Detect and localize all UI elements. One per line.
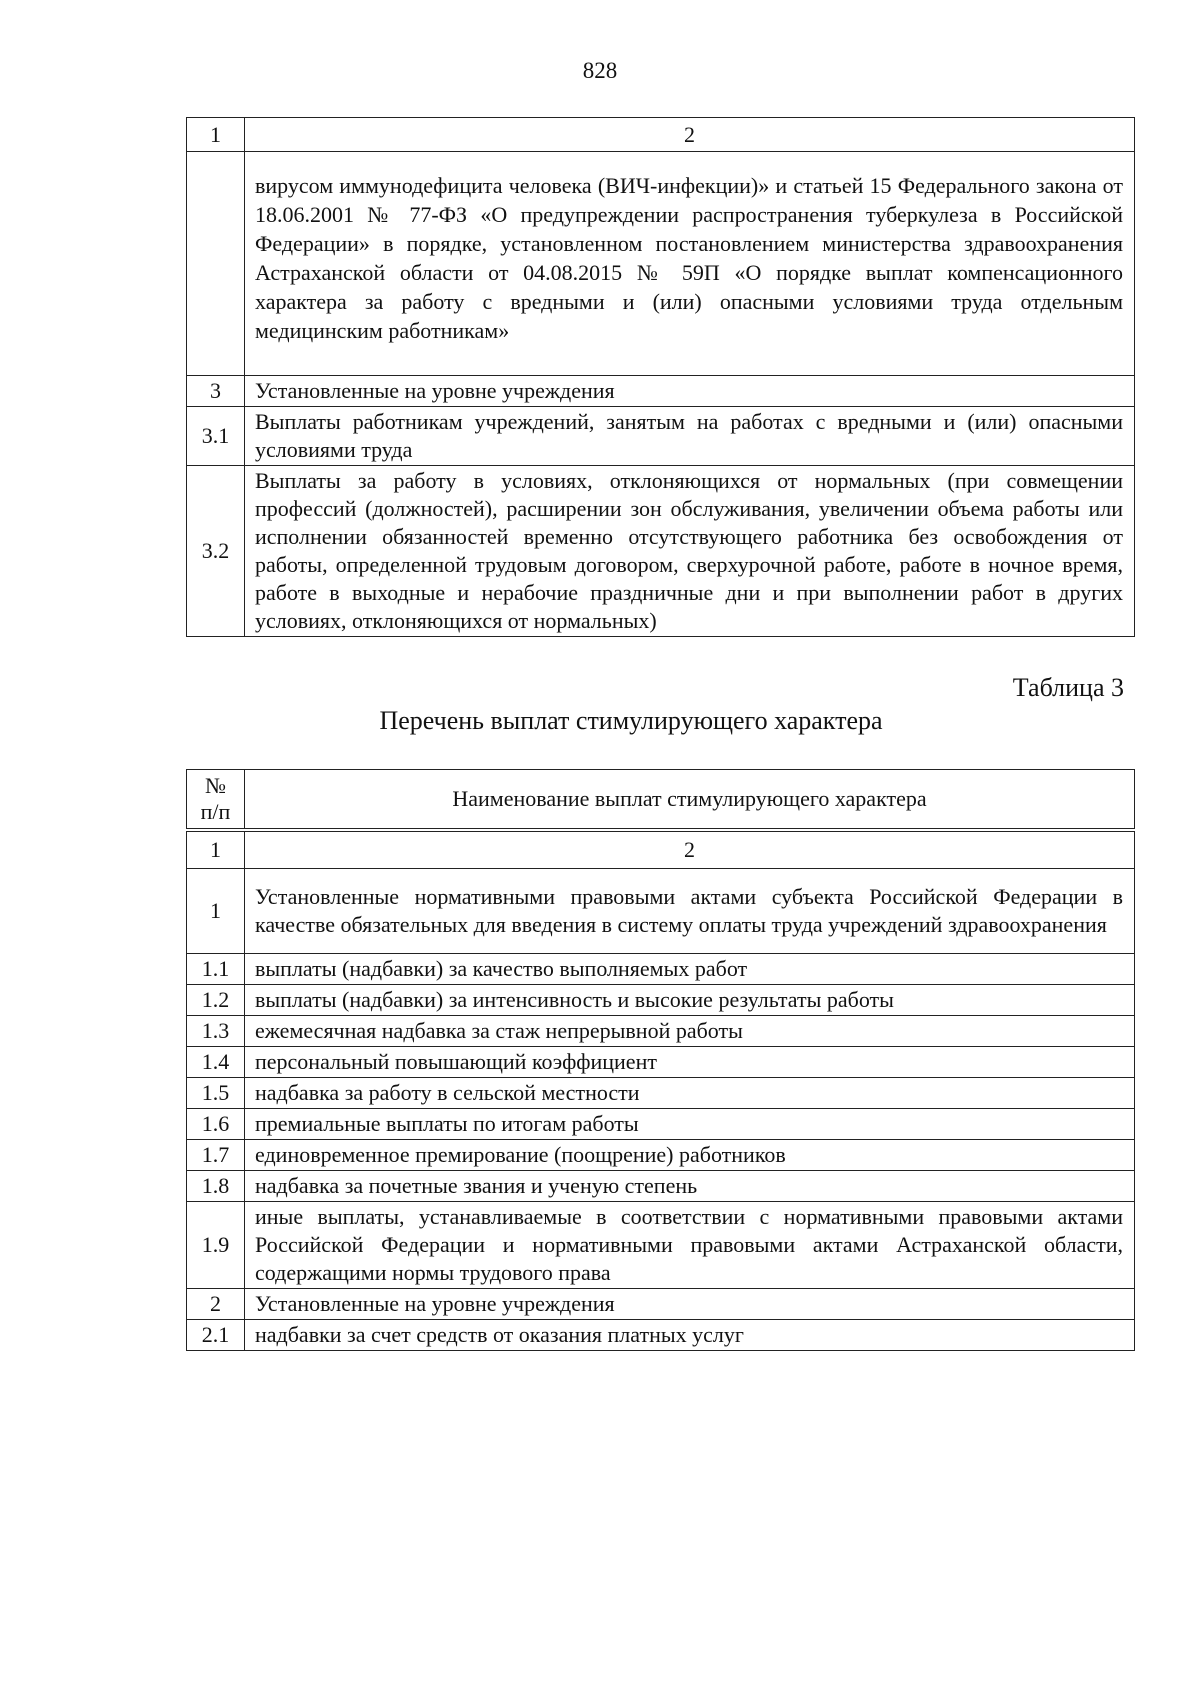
table-header-row bbox=[187, 770, 1135, 831]
row-number: 1.3 bbox=[187, 1016, 245, 1047]
table-3 bbox=[186, 769, 1135, 1351]
row-number: 1.8 bbox=[187, 1171, 245, 1202]
table-row bbox=[187, 1016, 1135, 1047]
row-text: Установленные нормативными правовыми актами субъекта Российской Федерации в качестве обязательных для введения в систему оплаты труда учреждений здравоохранения bbox=[245, 869, 1135, 954]
row-text: выплаты (надбавки) за качество выполняемых работ bbox=[245, 954, 1135, 985]
table-row bbox=[187, 1109, 1135, 1140]
row-text: вирусом иммунодефицита человека (ВИЧ-инфекции)» и статьей 15 Федерального закона от 18.06.2001 № 77-ФЗ «О предупреждении распространения туберкулеза в Российской Федерации» в порядке, установленном постановлением министерства здравоохранения Астраханской области от 04.08.2015 № 59П «О порядке выплат компенсационного характера за работу с вредными и (или) опасными условиями труда отдельным медицинским работникам» bbox=[245, 152, 1135, 376]
row-number: 2 bbox=[187, 1289, 245, 1320]
page-number: 828 bbox=[582, 58, 618, 83]
table-row bbox=[187, 1140, 1135, 1171]
header-number-abbr: п/п bbox=[200, 799, 231, 824]
column-number-1: 1 bbox=[187, 118, 245, 152]
row-text: персональный повышающий коэффициент bbox=[245, 1047, 1135, 1078]
row-number: 1.7 bbox=[187, 1140, 245, 1171]
row-number: 3.2 bbox=[187, 466, 245, 637]
table-row bbox=[187, 1171, 1135, 1202]
table-row bbox=[187, 1289, 1135, 1320]
row-text: ежемесячная надбавка за стаж непрерывной работы bbox=[245, 1016, 1135, 1047]
column-number-row bbox=[187, 830, 1135, 869]
row-number: 3 bbox=[187, 376, 245, 407]
row-number: 1.1 bbox=[187, 954, 245, 985]
table-row bbox=[187, 869, 1135, 954]
row-number: 2.1 bbox=[187, 1320, 245, 1351]
row-text: Установленные на уровне учреждения bbox=[245, 376, 1135, 407]
row-text: надбавка за работу в сельской местности bbox=[245, 1078, 1135, 1109]
row-text: иные выплаты, устанавливаемые в соответствии с нормативными правовыми актами Российской Федерации и нормативными правовыми актами Астраханской области, содержащими нормы трудового права bbox=[245, 1202, 1135, 1289]
row-number: 1 bbox=[187, 869, 245, 954]
table-row bbox=[187, 1202, 1135, 1289]
table-row bbox=[187, 1047, 1135, 1078]
row-number: 1.6 bbox=[187, 1109, 245, 1140]
table-row bbox=[187, 954, 1135, 985]
table-title: Перечень выплат стимулирующего характера bbox=[379, 706, 883, 735]
column-number-1: 1 bbox=[187, 830, 245, 869]
row-number bbox=[187, 152, 245, 376]
row-text: Выплаты работникам учреждений, занятым на работах с вредными и (или) опасными условиями труда bbox=[245, 407, 1135, 466]
row-text: надбавка за почетные звания и ученую степень bbox=[245, 1171, 1135, 1202]
row-number: 1.4 bbox=[187, 1047, 245, 1078]
table-row bbox=[187, 376, 1135, 407]
column-number-row bbox=[187, 118, 1135, 152]
table-row bbox=[187, 1320, 1135, 1351]
table-row bbox=[187, 1078, 1135, 1109]
row-text: выплаты (надбавки) за интенсивность и высокие результаты работы bbox=[245, 985, 1135, 1016]
table-row bbox=[187, 466, 1135, 637]
continued-table bbox=[186, 117, 1135, 637]
row-number: 1.9 bbox=[187, 1202, 245, 1289]
table-label: Таблица 3 bbox=[1012, 673, 1124, 702]
row-number: 3.1 bbox=[187, 407, 245, 466]
header-number-symbol: № bbox=[205, 773, 226, 798]
table-row bbox=[187, 407, 1135, 466]
table-row bbox=[187, 985, 1135, 1016]
row-text: надбавки за счет средств от оказания платных услуг bbox=[245, 1320, 1135, 1351]
row-number: 1.2 bbox=[187, 985, 245, 1016]
row-text: Установленные на уровне учреждения bbox=[245, 1289, 1135, 1320]
row-text: Выплаты за работу в условиях, отклоняющихся от нормальных (при совмещении профессий (должностей), расширении зон обслуживания, увеличении объема работы или исполнении обязанностей временно отсутствующего работника без освобождения от работы, определенной трудовым договором, сверхурочной работе, работе в ночное время, работе в выходные и нерабочие праздничные дни и при выполнении работ в других условиях, отклоняющихся от нормальных) bbox=[245, 466, 1135, 637]
row-text: премиальные выплаты по итогам работы bbox=[245, 1109, 1135, 1140]
header-number-cell bbox=[187, 770, 245, 831]
table-row bbox=[187, 152, 1135, 376]
column-number-2: 2 bbox=[245, 830, 1135, 869]
header-name-cell: Наименование выплат стимулирующего характера bbox=[245, 770, 1135, 831]
column-number-2: 2 bbox=[245, 118, 1135, 152]
row-text: единовременное премирование (поощрение) работников bbox=[245, 1140, 1135, 1171]
row-number: 1.5 bbox=[187, 1078, 245, 1109]
